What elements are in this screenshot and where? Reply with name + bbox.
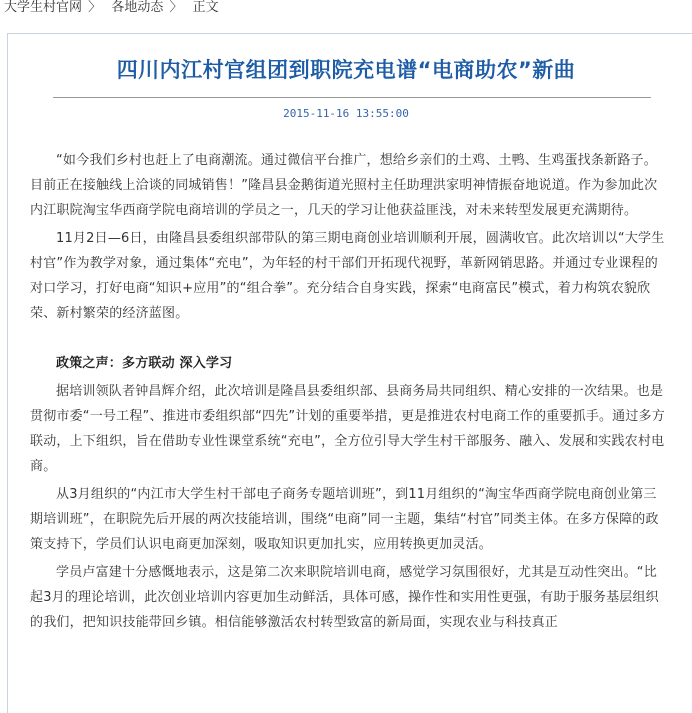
article-title: 四川内江村官组团到职院充电谱“电商助农”新曲	[116, 58, 576, 82]
breadcrumb-section-link[interactable]: 各地动态	[111, 0, 164, 15]
paragraph-spacer	[30, 329, 666, 351]
title-divider	[53, 97, 651, 98]
article-body	[30, 148, 666, 638]
breadcrumb-home-link[interactable]: 大学生村官网	[4, 0, 83, 15]
breadcrumb-separator: 〉	[88, 0, 102, 15]
breadcrumb-separator: 〉	[169, 0, 183, 15]
breadcrumb	[4, 0, 219, 18]
article-paragraph: “如今我们乡村也赶上了电商潮流。通过微信平台推广，想给乡亲们的土鸡、土鸭、生鸡蛋找条新路子。目前正在接触线上洽谈的同城销售！”隆昌县金鹅街道光照村主任助理洪家明神情振奋地说道。作为参加此次内江职院淘宝华西商学院电商培训的学员之一，几天的学习让他获益匪浅，对未来转型发展更充满期待。	[30, 153, 658, 218]
breadcrumb-current: 正文	[192, 0, 219, 15]
article-paragraph: 据培训领队者钟昌辉介绍，此次培训是隆昌县委组织部、县商务局共同组织、精心安排的一次结果。也是贯彻市委“一号工程”、推进市委组织部“四先”计划的重要举措，更是推进农村电商工作的重要抓手。通过多方联动，上下组织，旨在借助专业性课堂系统“充电”，全方位引导大学生村干部服务、融入、发展和实践农村电商。	[30, 384, 665, 474]
article-paragraph: 11月2日—6日，由隆昌县委组织部带队的第三期电商创业培训顺利开展，圆满收官。此次培训以“大学生村官”作为教学对象，通过集体“充电”，为年轻的村干部们开拓现代视野，革新网销思路。并通过专业课程的对口学习，打好电商“知识+应用”的“组合拳”。充分结合自身实践，探索“电商富民”模式，着力构筑农貌欣荣、新村繁荣的经济蓝图。	[30, 231, 665, 321]
article-paragraph: 从3月组织的“内江市大学生村干部电子商务专题培训班”，到11月组织的“淘宝华西商学院电商创业第三期培训班”，在职院先后开展的两次技能培训，围绕“电商”同一主题，集结“村官”同类主体。在多方保障的政策支持下，学员们认识电商更加深刻，吸取知识更加扎实，应用转换更加灵活。	[30, 487, 659, 552]
section-subheading: 政策之声：多方联动 深入学习	[56, 356, 233, 371]
publish-date: 2015-11-16 13:55:00	[283, 107, 409, 120]
article-paragraph: 学员卢富建十分感慨地表示，这是第二次来职院培训电商，感觉学习氛围很好，尤其是互动性突出。“比起3月的理论培训，此次创业培训内容更加生动鲜活，具体可感，操作性和实用性更强，有助于服务基层组织的我们，把知识技能带回乡镇。相信能够激活农村转型致富的新局面，实现农业与科技真正	[30, 565, 659, 630]
